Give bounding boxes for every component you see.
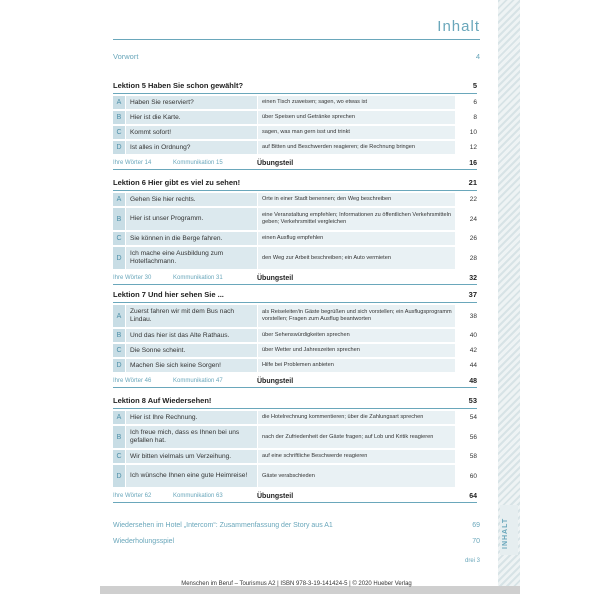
lesson-row[interactable] bbox=[113, 111, 477, 124]
row-page: 42 bbox=[469, 347, 477, 354]
row-letter: A bbox=[113, 411, 125, 424]
lesson-footer bbox=[113, 375, 477, 388]
row-description: nach der Zufriedenheit der Gäste fragen; auf Lob und Kritik reagieren bbox=[258, 426, 455, 448]
side-tab-label: INHALT bbox=[500, 505, 518, 555]
uebungsteil-page: 16 bbox=[469, 159, 477, 167]
row-description: über Speisen und Getränke sprechen bbox=[258, 111, 455, 124]
document-page bbox=[95, 6, 498, 586]
row-title: Und das hier ist das Alte Rathaus. bbox=[126, 329, 257, 342]
kommunikation-link[interactable]: Kommunikation 15 bbox=[173, 160, 223, 166]
row-page: 40 bbox=[469, 332, 477, 339]
row-title: Ist alles in Ordnung? bbox=[126, 141, 257, 154]
lesson-title: Lektion 5 Haben Sie schon gewählt? bbox=[113, 81, 244, 90]
publisher-footer: Menschen im Beruf – Tourismus A2 | ISBN 978-3-19-141424-5 | © 2020 Hueber Verlag bbox=[181, 581, 412, 587]
uebungsteil-label[interactable]: Übungsteil bbox=[257, 274, 294, 282]
row-title: Hier ist unser Programm. bbox=[126, 208, 257, 230]
toc-extra-game[interactable] bbox=[113, 538, 480, 545]
row-description: Gäste verabschieden bbox=[258, 465, 455, 487]
row-description: auf eine schriftliche Beschwerde reagieren bbox=[258, 450, 455, 463]
uebungsteil-label[interactable]: Übungsteil bbox=[257, 492, 294, 500]
row-page: 44 bbox=[469, 362, 477, 369]
row-page: 24 bbox=[469, 215, 477, 223]
lesson-row[interactable] bbox=[113, 426, 477, 448]
row-description: sagen, was man gern isst und trinkt bbox=[258, 126, 455, 139]
lesson-page: 21 bbox=[468, 178, 477, 187]
lesson-footer bbox=[113, 490, 477, 503]
row-title: Machen Sie sich keine Sorgen! bbox=[126, 359, 257, 372]
vorwort-page: 4 bbox=[475, 52, 480, 61]
lesson-title: Lektion 8 Auf Wiedersehen! bbox=[113, 396, 212, 405]
row-title: Hier ist Ihre Rechnung. bbox=[126, 411, 257, 424]
toc-extra-story[interactable] bbox=[113, 522, 480, 529]
row-title: Kommt sofort! bbox=[126, 126, 257, 139]
row-title: Ich mache eine Ausbildung zum Hotelfachmann. bbox=[126, 247, 257, 269]
uebungsteil-page: 32 bbox=[469, 274, 477, 282]
row-page: 28 bbox=[469, 254, 477, 262]
lesson-row[interactable] bbox=[113, 329, 477, 342]
row-title: Zuerst fahren wir mit dem Bus nach Lindau. bbox=[126, 305, 257, 327]
extra-page: 69 bbox=[472, 522, 480, 529]
row-description: als Reiseleiter/in Gäste begrüßen und sich vorstellen; ein Ausflugsprogramm vorstellen; Fragen zum Ausflug beantworten bbox=[258, 305, 455, 327]
lesson-section bbox=[113, 396, 477, 503]
row-letter: D bbox=[113, 359, 125, 372]
words-link[interactable]: Ihre Wörter 14 bbox=[113, 160, 152, 166]
lesson-row[interactable] bbox=[113, 411, 477, 424]
words-link[interactable]: Ihre Wörter 30 bbox=[113, 275, 152, 281]
lesson-row[interactable] bbox=[113, 208, 477, 230]
row-title: Ich freue mich, dass es Ihnen bei uns gefallen hat. bbox=[126, 426, 257, 448]
row-description: eine Veranstaltung empfehlen; Informationen zu öffentlichen Verkehrsmitteln geben; Verkehrsmittel vergleichen bbox=[258, 208, 455, 230]
lesson-page: 53 bbox=[468, 396, 477, 405]
row-page: 60 bbox=[469, 472, 477, 480]
row-title: Die Sonne scheint. bbox=[126, 344, 257, 357]
row-title: Ich wünsche Ihnen eine gute Heimreise! bbox=[126, 465, 257, 487]
row-letter: C bbox=[113, 126, 125, 139]
row-title: Wir bitten vielmals um Verzeihung. bbox=[126, 450, 257, 463]
row-page: 22 bbox=[469, 196, 477, 203]
extra-page: 70 bbox=[472, 538, 480, 545]
uebungsteil-label[interactable]: Übungsteil bbox=[257, 159, 294, 167]
row-letter: B bbox=[113, 426, 125, 448]
page-title: Inhalt bbox=[437, 18, 480, 35]
row-letter: A bbox=[113, 193, 125, 206]
lesson-page: 5 bbox=[472, 81, 477, 90]
row-page: 58 bbox=[469, 453, 477, 460]
row-letter: A bbox=[113, 305, 125, 327]
lesson-heading[interactable] bbox=[113, 290, 477, 303]
kommunikation-link[interactable]: Kommunikation 47 bbox=[173, 378, 223, 384]
lesson-row[interactable] bbox=[113, 193, 477, 206]
lesson-row[interactable] bbox=[113, 450, 477, 463]
lesson-section bbox=[113, 178, 477, 285]
kommunikation-link[interactable]: Kommunikation 31 bbox=[173, 275, 223, 281]
row-description: über Wetter und Jahreszeiten sprechen bbox=[258, 344, 455, 357]
row-title: Sie können in die Berge fahren. bbox=[126, 232, 257, 245]
lesson-heading[interactable] bbox=[113, 178, 477, 191]
row-letter: B bbox=[113, 329, 125, 342]
row-description: auf Bitten und Beschwerden reagieren; die Rechnung bringen bbox=[258, 141, 455, 154]
row-description: einen Tisch zuweisen; sagen, wo etwas ist bbox=[258, 96, 455, 109]
row-page: 54 bbox=[469, 414, 477, 421]
row-description: den Weg zur Arbeit beschreiben; ein Auto vermieten bbox=[258, 247, 455, 269]
lesson-heading[interactable] bbox=[113, 396, 477, 409]
vorwort-label: Vorwort bbox=[113, 52, 139, 61]
page-shadow-bottom bbox=[100, 586, 520, 594]
uebungsteil-label[interactable]: Übungsteil bbox=[257, 377, 294, 385]
lesson-row[interactable] bbox=[113, 465, 477, 487]
extra-label: Wiedersehen im Hotel „Intercom“: Zusammenfassung der Story aus A1 bbox=[113, 522, 333, 529]
lesson-row[interactable] bbox=[113, 126, 477, 139]
row-page: 26 bbox=[469, 235, 477, 242]
lesson-section bbox=[113, 290, 477, 388]
row-letter: D bbox=[113, 141, 125, 154]
row-letter: C bbox=[113, 232, 125, 245]
row-description: über Sehenswürdigkeiten sprechen bbox=[258, 329, 455, 342]
uebungsteil-page: 64 bbox=[469, 492, 477, 500]
row-title: Haben Sie reserviert? bbox=[126, 96, 257, 109]
side-tab-strip bbox=[498, 0, 520, 586]
lesson-row[interactable] bbox=[113, 232, 477, 245]
row-page: 12 bbox=[469, 144, 477, 151]
lesson-row[interactable] bbox=[113, 247, 477, 269]
row-description: einen Ausflug empfehlen bbox=[258, 232, 455, 245]
lesson-row[interactable] bbox=[113, 96, 477, 109]
row-title: Hier ist die Karte. bbox=[126, 111, 257, 124]
words-link[interactable]: Ihre Wörter 46 bbox=[113, 378, 152, 384]
lesson-footer bbox=[113, 272, 477, 285]
row-page: 8 bbox=[473, 114, 477, 121]
uebungsteil-page: 48 bbox=[469, 377, 477, 385]
lesson-row[interactable] bbox=[113, 344, 477, 357]
title-divider bbox=[113, 39, 480, 40]
page-number: drei 3 bbox=[464, 558, 480, 564]
lesson-title: Lektion 7 Und hier sehen Sie ... bbox=[113, 290, 224, 299]
row-letter: B bbox=[113, 208, 125, 230]
lesson-heading[interactable] bbox=[113, 81, 477, 94]
row-page: 10 bbox=[469, 129, 477, 136]
lesson-row[interactable] bbox=[113, 305, 477, 327]
lesson-row[interactable] bbox=[113, 141, 477, 154]
row-description: die Hotelrechnung kommentieren; über die Zahlungsart sprechen bbox=[258, 411, 455, 424]
row-page: 38 bbox=[469, 312, 477, 320]
row-letter: A bbox=[113, 96, 125, 109]
row-letter: C bbox=[113, 450, 125, 463]
lesson-page: 37 bbox=[468, 290, 477, 299]
row-letter: B bbox=[113, 111, 125, 124]
lesson-footer bbox=[113, 157, 477, 170]
lesson-row[interactable] bbox=[113, 359, 477, 372]
extra-label: Wiederholungsspiel bbox=[113, 538, 175, 545]
toc-vorwort[interactable] bbox=[113, 52, 480, 61]
kommunikation-link[interactable]: Kommunikation 63 bbox=[173, 493, 223, 499]
row-title: Gehen Sie hier rechts. bbox=[126, 193, 257, 206]
row-letter: D bbox=[113, 247, 125, 269]
row-page: 6 bbox=[473, 99, 477, 106]
row-description: Hilfe bei Problemen anbieten bbox=[258, 359, 455, 372]
row-page: 56 bbox=[469, 433, 477, 441]
row-description: Orte in einer Stadt benennen; den Weg beschreiben bbox=[258, 193, 455, 206]
row-letter: C bbox=[113, 344, 125, 357]
lesson-title: Lektion 6 Hier gibt es viel zu sehen! bbox=[113, 178, 241, 187]
row-letter: D bbox=[113, 465, 125, 487]
words-link[interactable]: Ihre Wörter 62 bbox=[113, 493, 152, 499]
lesson-section bbox=[113, 81, 477, 170]
